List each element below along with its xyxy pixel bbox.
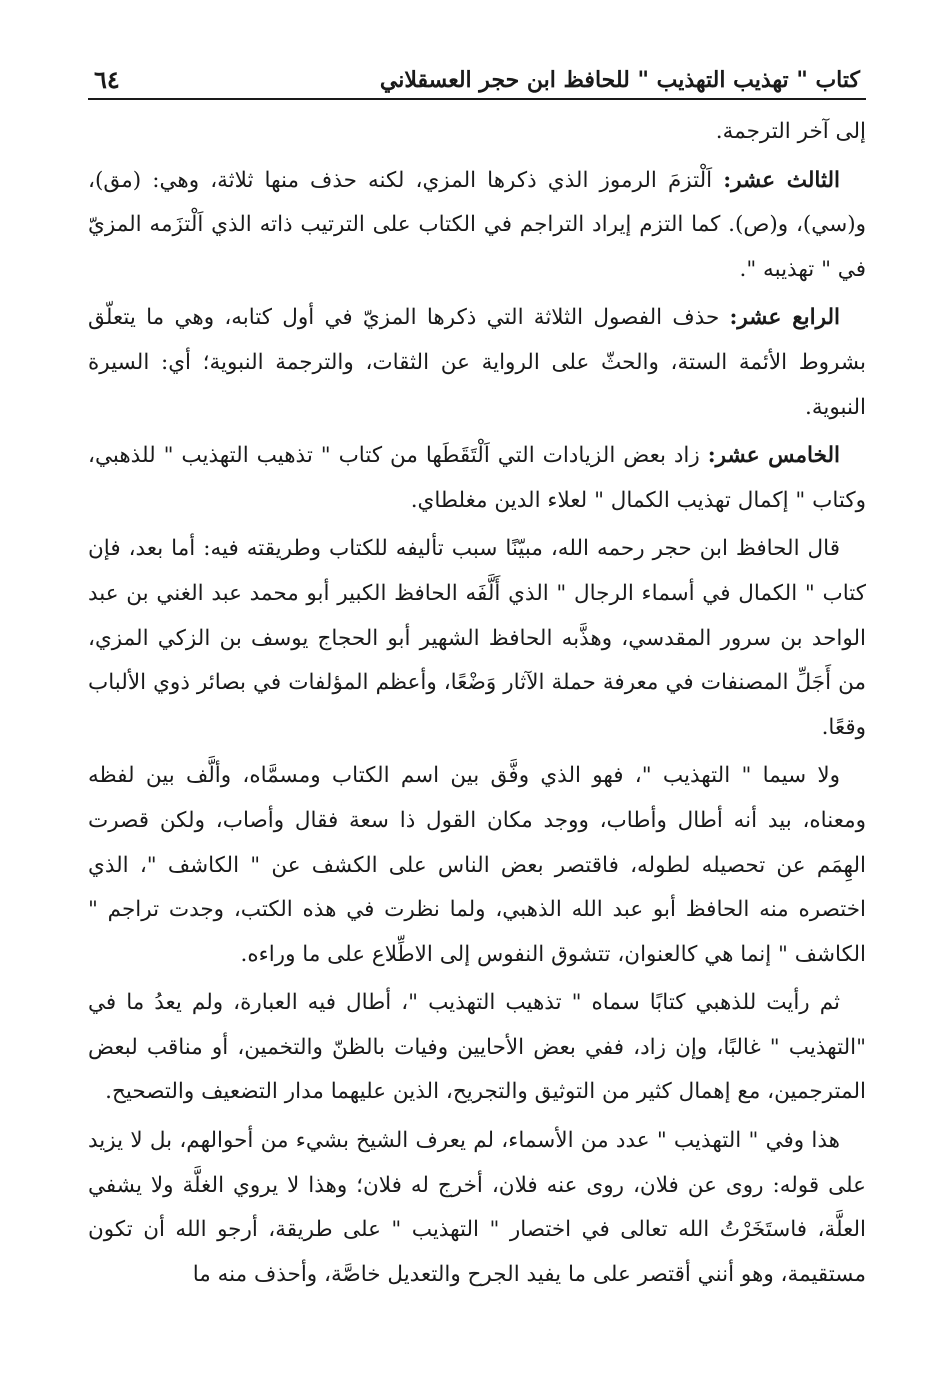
paragraph-text: زاد بعض الزيادات التي اَلْتَقَطَها من كتاب " تذهيب التهذيب " للذهبي، وكتاب " إكمال تهذيب الكمال " لعلاء الدين مغلطاي. — [88, 443, 866, 513]
paragraph-text: اَلْتزمَ الرموز الذي ذكرها المزي، لكنه حذف منها ثلاثة، وهي: (مق)، و(سي)، و(ص). كما التزم إيراد التراجم في الكتاب على الترتيب ذاته الذي اَلْتزَمه المزيّ في " تهذيبه ". — [88, 167, 866, 282]
paragraph-8 — [88, 1119, 866, 1297]
book-page — [88, 58, 866, 1301]
paragraph-lead: الثالث عشر: — [723, 167, 840, 193]
paragraph-text: ولا سيما " التهذيب "، فهو الذي وفَّق بين اسم الكتاب ومسمَّاه، وألَّف بين لفظه ومعناه، بيد أنه أطال وأطاب، ووجد مكان القول ذا سعة فقال وأصاب، ولكن قصرت الهِمَم عن تحصيله لطوله، فاقتصر بعض الناس على الكشف عن " الكاشف "، الذي اختصره منه الحافظ أبو عبد الله الذهبي، ولما نظرت في هذه الكتب، وجدت تراجم " الكاشف " إنما هي كالعنوان، تتشوق النفوس إلى الاطِّلاع على ما وراءه. — [88, 763, 866, 967]
paragraph-text: إلى آخر الترجمة. — [715, 119, 866, 144]
paragraph-5 — [88, 527, 866, 750]
running-header — [88, 58, 866, 100]
page-number: ٦٤ — [94, 65, 120, 94]
paragraph-text: ثم رأيت للذهبي كتابًا سماه " تذهيب التهذيب "، أطال فيه العبارة، ولم يعدُ ما في "التهذيب " غالبًا، وإن زاد، ففي بعض الأحايين وفيات بالظنّ والتخمين، أو مناقب لبعض المترجمين، مع إهمال كثير من التوثيق والتجريح، الذين عليهما مدار التضعيف والتصحيح. — [88, 990, 866, 1105]
paragraph-text: قال الحافظ ابن حجر رحمه الله، مبيّنًا سبب تأليفه للكتاب وطريقته فيه: أما بعد، فإن كتاب " الكمال في أسماء الرجال " الذي أَلَّفَه الحافظ الكبير أبو محمد عبد الغني بن عبد الواحد بن سرور المقدسي، وهذَّبه الحافظ الشهير أبو الحجاج يوسف بن الزكي المزي، من أَجَلِّ المصنفات في معرفة حملة الآثار وَضْعًا، وأعظم المؤلفات في بصائر ذوي الألباب وقعًا. — [88, 536, 866, 740]
page-body — [88, 100, 866, 1297]
paragraph-6 — [88, 754, 866, 977]
paragraph-text: حذف الفصول الثلاثة التي ذكرها المزيّ في أول كتابه، وهي ما يتعلّق بشروط الأئمة الستة، والحثّ على الرواية عن الثقات، والترجمة النبوية؛ أي: السيرة النبوية. — [88, 305, 867, 420]
paragraph-lead: الرابع عشر: — [729, 305, 840, 331]
paragraph-7 — [88, 981, 866, 1115]
paragraph-2 — [88, 159, 866, 293]
paragraph-1 — [88, 110, 866, 155]
paragraph-3 — [88, 296, 866, 430]
paragraph-text: هذا وفي " التهذيب " عدد من الأسماء، لم يعرف الشيخ بشيء من أحوالهم، بل لا يزيد على قوله: روى عن فلان، روى عنه فلان، أخرج له فلان؛ وهذا لا يروي الغلَّة ولا يشفي العلَّة، فاستَخَرْتُ الله تعالى في اختصار " التهذيب " على طريقة، أرجو الله أن تكون مستقيمة، وهو أنني أقتصر على ما يفيد الجرح والتعديل خاصَّة، وأحذف منه ما — [88, 1128, 866, 1287]
paragraph-lead: الخامس عشر: — [707, 443, 840, 469]
paragraph-4 — [88, 434, 866, 523]
running-title: كتاب " تهذيب التهذيب " للحافظ ابن حجر العسقلاني — [379, 67, 860, 93]
